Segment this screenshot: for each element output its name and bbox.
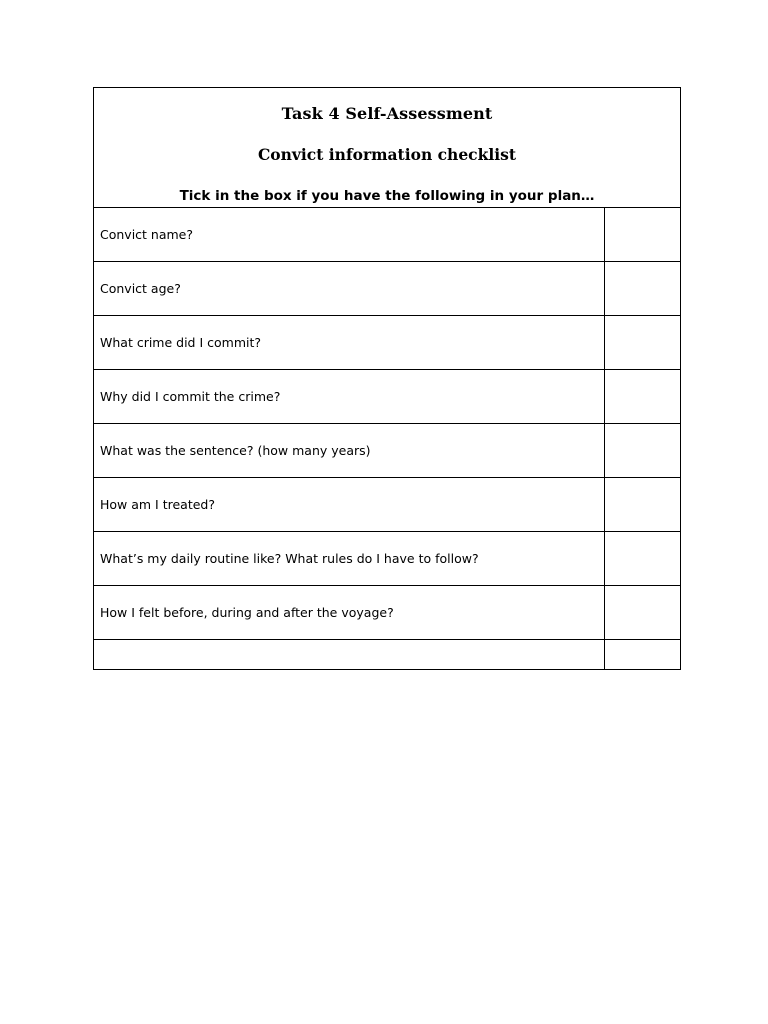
item-label [94,640,605,669]
instruction-text: Tick in the box if you have the following in your plan… [179,188,595,204]
table-row [94,208,680,262]
table-header [94,88,680,208]
tick-box[interactable] [605,586,680,639]
item-label: How am I treated? [94,478,605,531]
table-row [94,478,680,532]
tick-box[interactable] [605,262,680,315]
item-label: Why did I commit the crime? [94,370,605,423]
item-label: What was the sentence? (how many years) [94,424,605,477]
tick-box[interactable] [605,640,680,669]
item-label: What crime did I commit? [94,316,605,369]
tick-box[interactable] [605,316,680,369]
item-label: Convict name? [94,208,605,261]
table-row [94,424,680,478]
tick-box[interactable] [605,208,680,261]
page-subtitle: Convict information checklist [257,145,517,164]
tick-box[interactable] [605,370,680,423]
checklist-table [93,87,681,670]
item-label: What’s my daily routine like? What rules do I have to follow? [94,532,605,585]
tick-box[interactable] [605,478,680,531]
tick-box[interactable] [605,532,680,585]
item-label: How I felt before, during and after the voyage? [94,586,605,639]
table-row-empty [94,640,680,669]
table-row [94,370,680,424]
tick-box[interactable] [605,424,680,477]
item-label: Convict age? [94,262,605,315]
page-title: Task 4 Self-Assessment [281,104,493,123]
table-row [94,586,680,640]
table-row [94,262,680,316]
table-row [94,316,680,370]
table-row [94,532,680,586]
